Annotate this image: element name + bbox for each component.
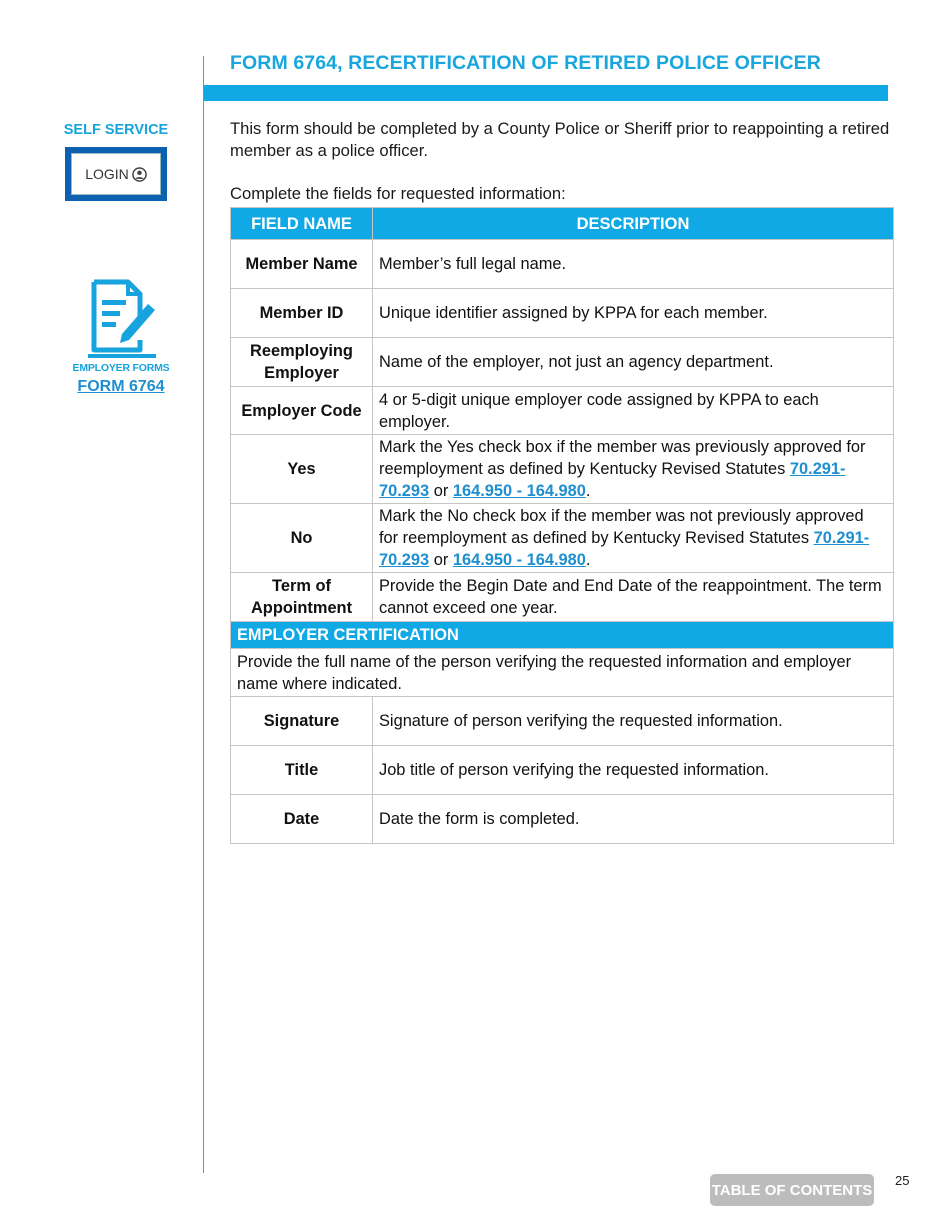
login-button[interactable] [65,147,167,201]
description-text: Mark the Yes check box if the member was previously approved for reemployment as defined by Kentucky Revised Statutes [379,438,866,478]
statute-link-164-950[interactable]: 164.950 - 164.980 [452,551,586,569]
page-number: 25 [895,1173,910,1188]
field-name: Date [231,795,373,844]
table-row [231,387,894,435]
table-row [231,504,894,573]
section-title: EMPLOYER CERTIFICATION [231,622,894,649]
field-name: Reemploying Employer [231,338,373,387]
field-description: Job title of person verifying the requested information. [373,746,894,795]
intro-text: This form should be completed by a County Police or Sheriff prior to reappointing a retired member as a police officer. [230,119,890,160]
field-table [230,207,894,844]
section-note: Provide the full name of the person verifying the requested information and employer name where indicated. [231,649,894,697]
period-text: . [585,482,591,500]
table-row [231,240,894,289]
statute-link-164-950[interactable]: 164.950 - 164.980 [452,482,586,500]
field-name: Term of Appointment [231,573,373,622]
period-text: . [585,551,591,569]
col-header-description: DESCRIPTION [373,208,894,240]
field-name: Signature [231,697,373,746]
or-text: or [433,482,449,500]
section-header-row [231,622,894,649]
table-row [231,746,894,795]
field-name: Member ID [231,289,373,338]
statute-link-70-291[interactable]: 70.291-70.293 [379,529,870,569]
field-description: Unique identifier assigned by KPPA for each member. [373,289,894,338]
field-name: No [231,504,373,573]
user-icon [132,167,147,182]
field-name: Yes [231,435,373,504]
field-name: Title [231,746,373,795]
table-row [231,435,894,504]
field-description [373,504,894,573]
table-header-row [231,208,894,240]
login-button-inner[interactable] [71,153,161,195]
table-of-contents-button[interactable]: TABLE OF CONTENTS [710,1174,874,1206]
sidebar-divider [203,56,204,1173]
section-note-row [231,649,894,697]
employer-forms-icon[interactable] [84,278,160,360]
statute-link-70-291[interactable]: 70.291-70.293 [379,460,846,500]
description-text: Mark the No check box if the member was not previously approved for reemployment as defined by Kentucky Revised Statutes [379,507,864,547]
instructions-text: Complete the fields for requested information: [230,184,566,203]
page-title: FORM 6764, RECERTIFICATION OF RETIRED POLICE OFFICER [230,52,821,74]
field-description: Date the form is completed. [373,795,894,844]
field-description [373,435,894,504]
table-row [231,573,894,622]
field-name: Employer Code [231,387,373,435]
table-row [231,795,894,844]
field-description: Name of the employer, not just an agency department. [373,338,894,387]
table-row [231,289,894,338]
field-description: Member’s full legal name. [373,240,894,289]
field-description: Provide the Begin Date and End Date of the reappointment. The term cannot exceed one year. [373,573,894,622]
table-row [231,338,894,387]
self-service-label: SELF SERVICE [63,122,169,138]
employer-forms-label: EMPLOYER FORMS [72,362,170,374]
field-description: Signature of person verifying the requested information. [373,697,894,746]
login-label: LOGIN [85,166,129,182]
col-header-field: FIELD NAME [231,208,373,240]
field-name: Member Name [231,240,373,289]
or-text: or [433,551,449,569]
field-description: 4 or 5-digit unique employer code assigned by KPPA to each employer. [373,387,894,435]
table-row [231,697,894,746]
form-6764-link[interactable]: FORM 6764 [77,378,165,395]
title-accent-bar [204,85,888,101]
